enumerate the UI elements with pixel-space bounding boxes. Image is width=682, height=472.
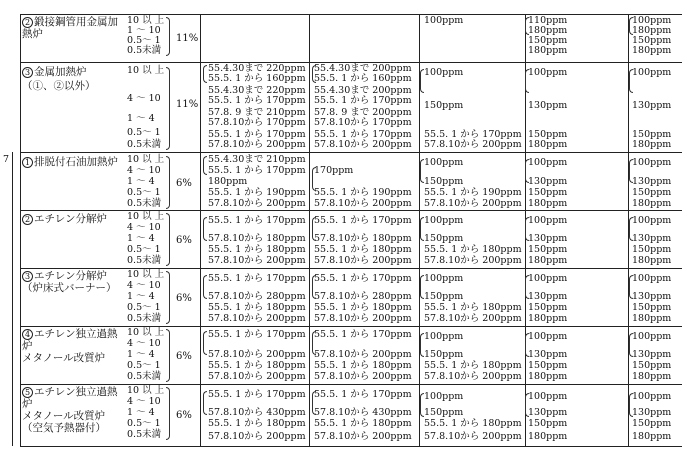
emission-limit: 55.5. 1 から 170ppm — [208, 95, 306, 106]
item-number-circle: 2 — [22, 17, 33, 28]
emission-limit: 55.5. 1 から 160ppm — [314, 73, 412, 84]
value-brace — [420, 275, 424, 299]
size-range: 0.5～ 1 — [127, 418, 161, 429]
size-range: 4 ～ 10 — [127, 280, 161, 291]
emission-limit: 180ppm — [208, 176, 248, 187]
emission-limit: 150ppm — [424, 233, 464, 244]
emission-limit: 55.5. 1 から 180ppm — [314, 360, 412, 371]
emission-limit: 180ppm — [528, 255, 568, 266]
size-range: 0.5未満 — [127, 139, 162, 150]
emission-limit: 180ppm — [632, 313, 672, 324]
item-number-circle: 1 — [22, 157, 33, 168]
value-brace — [525, 159, 529, 183]
value-brace — [420, 159, 424, 183]
emission-limit: 55.5. 1 から 190ppm — [424, 187, 522, 198]
facility-name — [22, 422, 106, 434]
size-range: 1 ～ 4 — [127, 233, 155, 244]
size-range: 0.5未満 — [127, 255, 162, 266]
emission-limit: 57.8.10から 180ppm — [208, 233, 306, 244]
emission-limit: 57.8.10から 200ppm — [314, 313, 412, 324]
emission-limit: 100ppm — [424, 331, 464, 342]
facility-name — [22, 28, 43, 40]
size-brace — [166, 213, 170, 266]
size-range: 1 ～ 4 — [127, 176, 155, 187]
value-brace — [629, 17, 633, 35]
emission-limit: 57.8.10から 200ppm — [208, 349, 306, 360]
section-number: 7 — [3, 154, 10, 165]
emission-limit: 57.8.10から 280ppm — [314, 291, 412, 302]
emission-limit: 100ppm — [424, 215, 464, 226]
emission-limit: 55.5. 1 から 180ppm — [314, 302, 412, 313]
emission-limit: 130ppm — [632, 291, 672, 302]
item-number-circle: 5 — [22, 387, 33, 398]
emission-limit: 180ppm — [528, 139, 568, 150]
emission-limit: 57.8.10から 200ppm — [208, 371, 306, 382]
oxygen-percent: 6% — [176, 351, 192, 362]
facility-name-line: （炉床式バーナー） — [22, 282, 117, 294]
emission-limit: 180ppm — [632, 45, 672, 56]
emission-limit: 57.8.10から 170ppm — [314, 117, 412, 128]
size-range: 1 ～ 4 — [127, 407, 155, 418]
value-brace — [203, 156, 207, 175]
emission-limit: 180ppm — [528, 198, 568, 209]
emission-limit: 130ppm — [528, 407, 568, 418]
emission-limit: 57.8.10から 200ppm — [314, 139, 412, 150]
emission-limit: 100ppm — [424, 15, 464, 26]
size-range: 10 以 上 — [127, 211, 165, 222]
emission-limit: 150ppm — [528, 302, 568, 313]
emission-limit: 57.8.10から 200ppm — [424, 198, 522, 209]
size-range: 10 以 上 — [127, 15, 165, 26]
facility-name — [22, 282, 117, 294]
value-brace — [525, 393, 529, 417]
emission-limit: 55.5. 1 から 170ppm — [314, 215, 412, 226]
oxygen-percent: 11% — [176, 33, 199, 44]
facility-name-line: （空気予熱器付） — [22, 422, 106, 434]
value-brace — [629, 393, 633, 417]
value-brace — [420, 217, 424, 241]
emission-limit: 150ppm — [424, 407, 464, 418]
emission-limit: 130ppm — [528, 233, 568, 244]
oxygen-percent: 6% — [176, 178, 192, 189]
emission-limit: 150ppm — [528, 418, 568, 429]
column-rule — [200, 14, 201, 446]
emission-limit: 180ppm — [528, 45, 568, 56]
emission-limit: 57.8.10から 200ppm — [208, 198, 306, 209]
emission-limit: 55.5. 1 から 160ppm — [208, 73, 306, 84]
emission-limit: 130ppm — [632, 100, 672, 111]
emission-limit: 180ppm — [528, 313, 568, 324]
emission-limit: 100ppm — [424, 67, 464, 78]
emission-limit: 180ppm — [632, 198, 672, 209]
emission-limit: 57.8. 9 まで 200ppm — [314, 107, 412, 118]
emission-limit: 180ppm — [632, 255, 672, 266]
value-brace — [629, 333, 633, 357]
emission-limit: 150ppm — [632, 187, 672, 198]
row-rule — [20, 268, 682, 269]
value-brace — [203, 391, 207, 415]
value-brace — [525, 275, 529, 299]
emission-limit: 100ppm — [632, 15, 672, 26]
emission-limit: 180ppm — [632, 139, 672, 150]
item-number-circle: 2 — [22, 214, 33, 225]
size-range: 0.5未満 — [127, 313, 162, 324]
emission-limit: 55.4.30まで 220ppm — [208, 85, 306, 96]
margin-rule — [12, 152, 13, 446]
facility-name-line: 熱炉 — [22, 28, 43, 40]
facility-name — [22, 16, 118, 28]
emission-limit: 55.5. 1 から 180ppm — [314, 244, 412, 255]
emission-limit: 55.5. 1 から 180ppm — [208, 360, 306, 371]
emission-limit: 100ppm — [528, 157, 568, 168]
emission-limit: 100ppm — [632, 273, 672, 284]
row-rule — [20, 446, 682, 447]
value-brace — [312, 391, 316, 415]
value-brace — [203, 217, 207, 241]
emission-limit: 57.8.10から 200ppm — [314, 371, 412, 382]
emission-limit: 55.5. 1 から 170ppm — [208, 329, 306, 340]
emission-limit: 150ppm — [528, 35, 568, 46]
size-range: 0.5未満 — [127, 45, 162, 56]
emission-limit: 150ppm — [632, 418, 672, 429]
facility-name-line: エチレン独立過熱 — [34, 386, 118, 398]
emission-limit: 55.4.30まで 220ppm — [208, 63, 306, 74]
value-brace — [420, 333, 424, 357]
emission-limit: 57.8.10から 200ppm — [208, 139, 306, 150]
emission-limit: 180ppm — [528, 371, 568, 382]
emission-limit: 150ppm — [528, 187, 568, 198]
emission-limit: 57.8.10から 200ppm — [424, 139, 522, 150]
size-range: 10 以 上 — [127, 269, 165, 280]
size-range: 0.5～ 1 — [127, 127, 161, 138]
emission-limit: 55.5. 1 から 170ppm — [208, 215, 306, 226]
size-range: 0.5～ 1 — [127, 302, 161, 313]
emission-limit: 100ppm — [632, 331, 672, 342]
facility-name — [22, 213, 107, 225]
facility-name-line: 排脱付石油加熱炉 — [34, 156, 118, 168]
emission-limit: 55.5. 1 から 170ppm — [314, 329, 412, 340]
size-range: 4 ～ 10 — [127, 93, 161, 104]
value-brace — [312, 275, 316, 299]
emission-limit: 55.5. 1 から 170ppm — [208, 273, 306, 284]
emission-limit: 55.5. 1 から 180ppm — [424, 244, 522, 255]
facility-name — [22, 328, 118, 340]
value-brace — [203, 65, 207, 83]
emission-limit: 57.8.10から 200ppm — [314, 349, 412, 360]
emission-limit: 55.4.30まで 200ppm — [314, 85, 412, 96]
emission-limit: 180ppm — [528, 431, 568, 442]
emission-limit: 57.8.10から 200ppm — [208, 313, 306, 324]
emission-limit: 150ppm — [632, 129, 672, 140]
facility-name — [22, 340, 33, 352]
value-brace — [629, 275, 633, 299]
emission-limit: 100ppm — [528, 273, 568, 284]
emission-limit: 55.5. 1 から 180ppm — [208, 244, 306, 255]
emission-limit: 150ppm — [528, 360, 568, 371]
emission-limit: 55.5. 1 から 170ppm — [208, 129, 306, 140]
emission-limit: 55.5. 1 から 190ppm — [208, 187, 306, 198]
emission-limit: 55.5. 1 から 170ppm — [208, 165, 306, 176]
emission-limit: 55.5. 1 から 180ppm — [424, 302, 522, 313]
value-brace — [312, 65, 316, 83]
emission-limit: 57.8.10から 430ppm — [208, 407, 306, 418]
row-rule — [20, 152, 682, 153]
value-brace — [525, 17, 529, 35]
emission-limit: 130ppm — [632, 233, 672, 244]
size-range: 0.5～ 1 — [127, 360, 161, 371]
emission-limit: 55.5. 1 から 170ppm — [314, 273, 412, 284]
size-range: 1 ～ 4 — [127, 291, 155, 302]
emission-limit: 57.8.10から 200ppm — [424, 371, 522, 382]
facility-name-line: 炉 — [22, 340, 33, 352]
emission-limit: 55.5. 1 から 170ppm — [208, 389, 306, 400]
emission-limit: 100ppm — [424, 391, 464, 402]
emission-limit: 130ppm — [632, 349, 672, 360]
oxygen-percent: 6% — [176, 410, 192, 421]
emission-limit: 150ppm — [424, 100, 464, 111]
emission-limit: 150ppm — [632, 244, 672, 255]
emission-limit: 150ppm — [528, 129, 568, 140]
emission-limit: 100ppm — [632, 157, 672, 168]
emission-limit: 150ppm — [424, 176, 464, 187]
value-brace — [629, 69, 633, 93]
value-brace — [420, 69, 424, 93]
size-range: 1 ～ 10 — [127, 25, 161, 36]
value-brace — [312, 167, 316, 191]
size-range: 10 以 上 — [127, 154, 165, 165]
emission-limit: 55.4.30まで 200ppm — [314, 63, 412, 74]
size-brace — [166, 17, 170, 56]
size-range: 4 ～ 10 — [127, 338, 161, 349]
emission-limit: 130ppm — [632, 176, 672, 187]
emission-limit: 100ppm — [632, 215, 672, 226]
emission-limit: 57.8.10から 200ppm — [424, 255, 522, 266]
value-brace — [525, 217, 529, 241]
emission-limit: 150ppm — [424, 349, 464, 360]
facility-name-line: エチレン分解炉 — [34, 270, 108, 282]
size-range: 0.5～ 1 — [127, 35, 161, 46]
emission-limit: 55.5. 1 から 170ppm — [314, 129, 412, 140]
emission-limit: 57.8.10から 180ppm — [314, 233, 412, 244]
emission-limit: 130ppm — [528, 100, 568, 111]
oxygen-percent: 11% — [176, 99, 199, 110]
row-rule — [20, 210, 682, 211]
facility-name-line: 金属加熱炉 — [34, 66, 87, 78]
value-brace — [420, 393, 424, 417]
facility-name-line: （①、②以外） — [22, 80, 96, 92]
row-rule — [20, 326, 682, 327]
emission-limit: 55.5. 1 から 180ppm — [424, 360, 522, 371]
oxygen-percent: 6% — [176, 293, 192, 304]
value-brace — [312, 217, 316, 241]
emission-limit: 150ppm — [424, 291, 464, 302]
size-range: 4 ～ 10 — [127, 222, 161, 233]
facility-name — [22, 80, 96, 92]
emission-limit: 100ppm — [528, 67, 568, 78]
column-rule — [309, 14, 310, 446]
value-brace — [525, 69, 529, 93]
emission-limit: 150ppm — [632, 360, 672, 371]
value-brace — [525, 333, 529, 357]
emission-limit: 57.8.10から 200ppm — [424, 313, 522, 324]
emission-limit: 55.5. 1 から 180ppm — [208, 302, 306, 313]
value-brace — [629, 217, 633, 241]
size-range: 4 ～ 10 — [127, 396, 161, 407]
emission-limit: 57.8.10から 430ppm — [314, 407, 412, 418]
emission-limit: 130ppm — [528, 349, 568, 360]
emission-limit: 57.8.10から 200ppm — [314, 198, 412, 209]
emission-limit: 100ppm — [632, 67, 672, 78]
emission-limit: 130ppm — [528, 291, 568, 302]
size-range: 0.5未満 — [127, 198, 162, 209]
facility-name — [22, 386, 118, 398]
emission-limit: 100ppm — [424, 273, 464, 284]
size-range: 10 以 上 — [127, 385, 165, 396]
facility-name — [22, 156, 118, 168]
emission-limit: 100ppm — [528, 331, 568, 342]
emission-limit: 170ppm — [314, 165, 354, 176]
size-range: 0.5～ 1 — [127, 187, 161, 198]
size-range: 10 以 上 — [127, 327, 165, 338]
item-number-circle: 3 — [22, 271, 33, 282]
facility-name-line: 鍛接鋼管用金属加 — [34, 16, 118, 28]
value-brace — [629, 159, 633, 183]
size-brace — [166, 67, 170, 150]
column-rule — [20, 14, 21, 446]
size-range: 0.5～ 1 — [127, 244, 161, 255]
emission-limit: 150ppm — [632, 302, 672, 313]
size-range: 0.5未満 — [127, 371, 162, 382]
emission-limit: 150ppm — [528, 244, 568, 255]
emission-limit: 57.8. 9 まで 210ppm — [208, 107, 306, 118]
emission-limit: 55.5. 1 から 170ppm — [314, 389, 412, 400]
value-brace — [203, 331, 207, 355]
emission-limit: 55.5. 1 から 180ppm — [314, 418, 412, 429]
emission-limit: 55.5. 1 から 170ppm — [314, 95, 412, 106]
emission-limit: 55.5. 1 から 190ppm — [314, 187, 412, 198]
emission-limit: 180ppm — [632, 431, 672, 442]
value-brace — [312, 331, 316, 355]
emission-limit: 180ppm — [528, 25, 568, 36]
emission-limit: 180ppm — [632, 25, 672, 36]
emission-limit: 100ppm — [528, 391, 568, 402]
size-range: 4 ～ 10 — [127, 165, 161, 176]
facility-name-line: エチレン分解炉 — [34, 213, 108, 225]
item-number-circle: 3 — [22, 67, 33, 78]
facility-name-line: メタノール改質炉 — [22, 410, 106, 422]
size-brace — [166, 329, 170, 382]
size-brace — [166, 271, 170, 324]
emission-limit: 57.8.10から 200ppm — [208, 431, 306, 442]
emission-limit: 57.8.10から 200ppm — [314, 255, 412, 266]
emission-limit: 110ppm — [528, 15, 568, 26]
emission-limit: 100ppm — [528, 215, 568, 226]
emission-limit: 57.8.10から 280ppm — [208, 291, 306, 302]
emission-limit: 57.8.10から 200ppm — [424, 431, 522, 442]
emission-limit: 57.8.10から 200ppm — [208, 255, 306, 266]
emission-limit: 55.5. 1 から 180ppm — [424, 418, 522, 429]
emission-limit: 150ppm — [632, 35, 672, 46]
facility-name-line: エチレン独立過熱 — [34, 328, 118, 340]
facility-name — [22, 410, 105, 422]
emission-limit: 57.8.10から 170ppm — [208, 117, 306, 128]
size-range: 1 ～ 4 — [127, 349, 155, 360]
facility-name — [22, 352, 105, 364]
emission-limit: 180ppm — [632, 371, 672, 382]
size-range: 1 ～ 4 — [127, 113, 155, 124]
item-number-circle: 4 — [22, 329, 33, 340]
facility-name — [22, 270, 107, 282]
facility-name-line: 炉 — [22, 398, 33, 410]
facility-name — [22, 66, 87, 78]
row-rule — [20, 384, 682, 385]
facility-name — [22, 398, 33, 410]
size-brace — [166, 156, 170, 209]
emission-limit: 57.8.10から 200ppm — [314, 431, 412, 442]
size-range: 0.5未満 — [127, 429, 162, 440]
size-brace — [166, 387, 170, 440]
table-top-rule — [20, 14, 682, 15]
emission-limit: 55.5. 1 から 170ppm — [424, 129, 522, 140]
emission-limit: 100ppm — [424, 157, 464, 168]
emission-limit: 55.4.30まで 210ppm — [208, 154, 306, 165]
oxygen-percent: 6% — [176, 235, 192, 246]
size-range: 10 以 上 — [127, 65, 165, 76]
emission-limit: 100ppm — [632, 391, 672, 402]
emission-limit: 130ppm — [528, 176, 568, 187]
facility-name-line: メタノール改質炉 — [22, 352, 106, 364]
emission-limit: 130ppm — [632, 407, 672, 418]
emission-limit: 55.5. 1 から 180ppm — [208, 418, 306, 429]
value-brace — [203, 275, 207, 299]
